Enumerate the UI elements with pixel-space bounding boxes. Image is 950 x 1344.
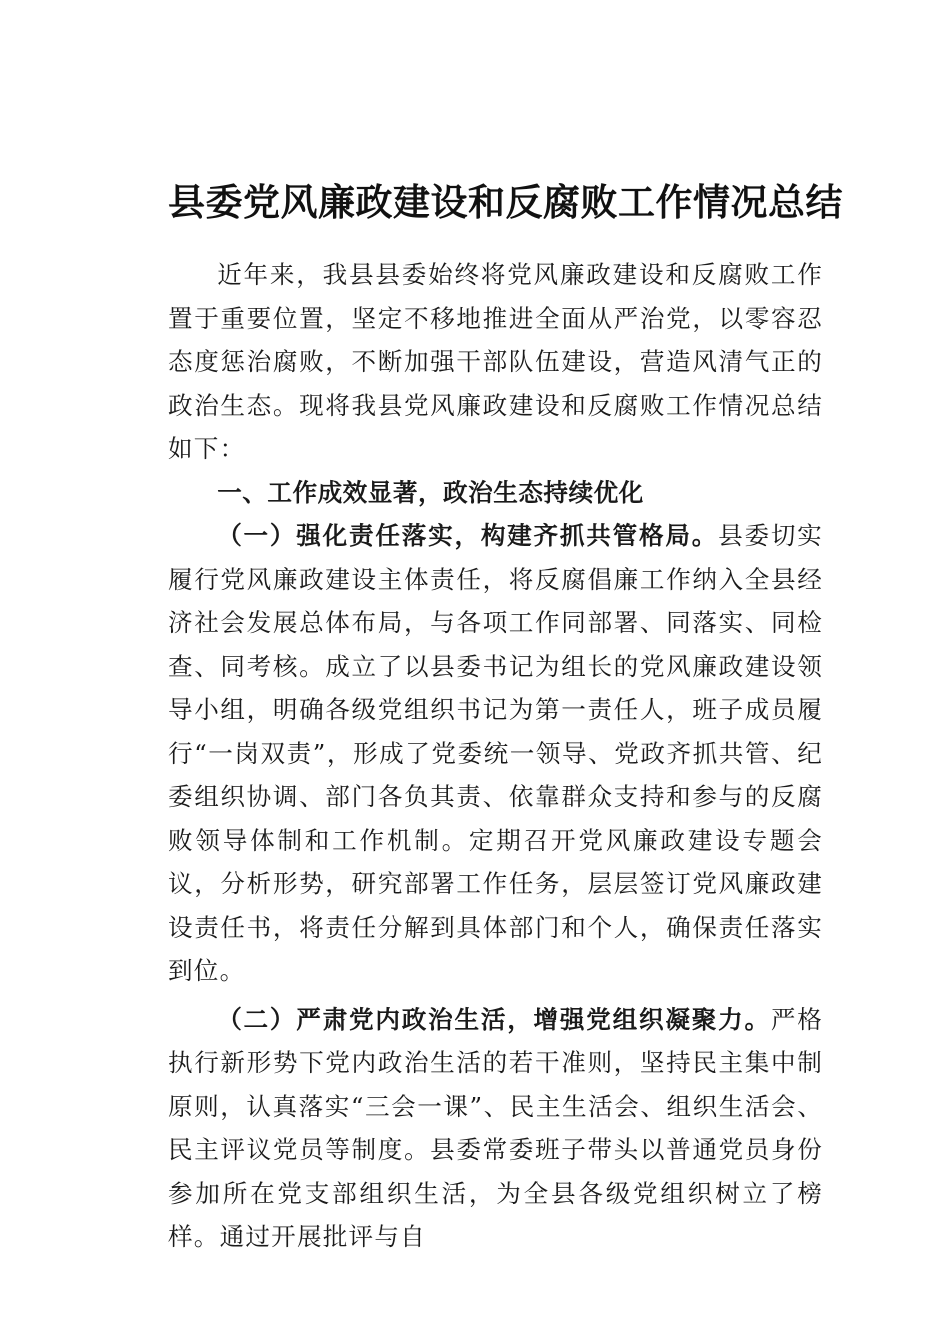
paragraph-item-2 xyxy=(168,998,823,1259)
paragraph-item-2-body: 严格执行新形势下党内政治生活的若干准则，坚持民主集中制原则，认真落实“三会一课”、民主生活会、组织生活会、民主评议党员等制度。县委常委班子带头以普通党员身份参加所在党支部组织生活，为全县各级党组织树立了榜样。通过开展批评与自 xyxy=(168,1004,824,1251)
paragraph-item-1-lead: （一）强化责任落实，构建齐抓共管格局。 xyxy=(217,521,719,550)
document-title: 县委党风廉政建设和反腐败工作情况总结 xyxy=(168,180,843,224)
paragraph-item-1-body: 县委切实履行党风廉政建设主体责任，将反腐倡廉工作纳入全县经济社会发展总体布局，与各项工作同部署、同落实、同检查、同考核。成立了以县委书记为组长的党风廉政建设领导小组，明确各级党组织书记为第一责任人，班子成员履行“一岗双责”，形成了党委统一领导、党政齐抓共管、纪委组织协调、部门各负其责、依靠群众支持和参与的反腐败领导体制和工作机制。定期召开党风廉政建设专题会议，分析形势，研究部署工作任务，层层签订党风廉政建设责任书，将责任分解到具体部门和个人，确保责任落实到位。 xyxy=(168,521,823,985)
paragraph-item-2-lead: （二）严肃党内政治生活，增强党组织凝聚力。 xyxy=(217,1004,771,1034)
document-body xyxy=(168,253,823,1259)
paragraph-item-1 xyxy=(168,514,823,993)
section-heading-1: 一、工作成效显著，政治生态持续优化 xyxy=(217,477,644,507)
intro-paragraph: 近年来，我县县委始终将党风廉政建设和反腐败工作置于重要位置，坚定不移地推进全面从严治党，以零容忍态度惩治腐败，不断加强干部队伍建设，营造风清气正的政治生态。现将我县党风廉政建设和反腐败工作情况总结如下： xyxy=(168,260,823,463)
